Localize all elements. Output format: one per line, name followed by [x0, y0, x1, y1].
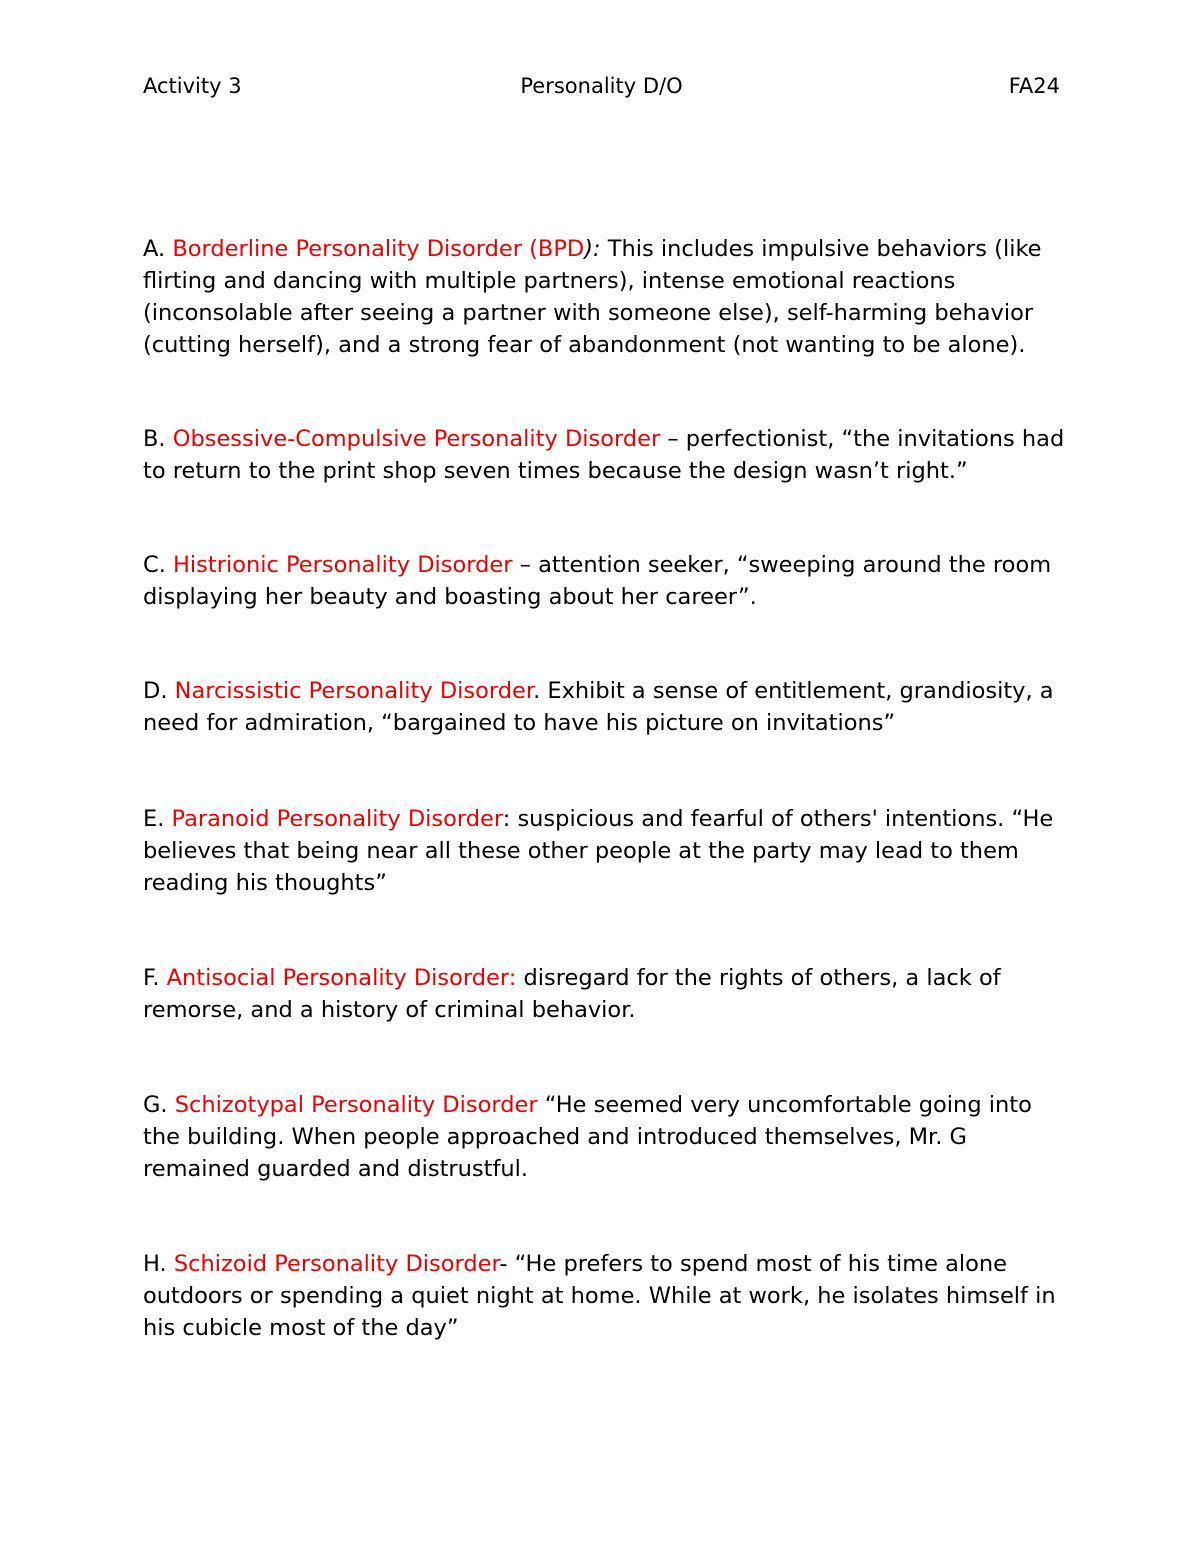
entry-h: [143, 1248, 1068, 1344]
term-suffix: ):: [584, 236, 601, 262]
entry-g: [143, 1089, 1068, 1185]
entry-letter: F.: [143, 965, 167, 991]
disorder-name: Obsessive-Compulsive Personality Disorder: [172, 426, 661, 452]
entry-letter: D.: [143, 678, 175, 704]
entry-description: disregard for the rights of others, a lack of remorse, and a history of criminal behavior.: [143, 965, 1001, 1023]
header-term: FA24: [1008, 74, 1060, 98]
disorder-name: Paranoid Personality Disorder: [171, 806, 503, 832]
entry-d: [143, 675, 1068, 739]
entry-b: [143, 423, 1068, 487]
entry-description: – perfectionist, “the invitations had to return to the print shop seven times because the design wasn’t right.”: [143, 426, 1065, 484]
entry-e: [143, 803, 1068, 899]
page-header: [143, 70, 1060, 102]
entry-description: : suspicious and fearful of others' intentions. “He believes that being near all these other people at the party may lead to them reading his thoughts”: [143, 806, 1054, 896]
header-title: Personality D/O: [520, 74, 683, 98]
entry-a: [143, 233, 1068, 361]
entry-letter: C.: [143, 552, 174, 578]
document-body: [143, 233, 1068, 1344]
disorder-name: Borderline Personality Disorder (BPD: [172, 236, 585, 262]
entry-letter: G.: [143, 1092, 175, 1118]
disorder-name: Schizotypal Personality Disorder: [174, 1092, 538, 1118]
entry-description: – attention seeker, “sweeping around the room displaying her beauty and boasting about her career”.: [143, 552, 1052, 610]
disorder-name: Antisocial Personality Disorder:: [166, 965, 517, 991]
disorder-name: Narcissistic Personality Disorder: [174, 678, 534, 704]
entry-letter: H.: [143, 1251, 174, 1277]
entry-c: [143, 549, 1068, 613]
disorder-name: Schizoid Personality Disorder: [173, 1251, 500, 1277]
entry-description: - “He prefers to spend most of his time alone outdoors or spending a quiet night at home. While at work, he isolates himself in his cubicle most of the day”: [143, 1251, 1056, 1341]
disorder-name: Histrionic Personality Disorder: [173, 552, 513, 578]
entry-description: . Exhibit a sense of entitlement, grandiosity, a need for admiration, “bargained to have his picture on invitations”: [143, 678, 1054, 736]
entry-description: “He seemed very uncomfortable going into the building. When people approached and introduced themselves, Mr. G remained guarded and distrustful.: [143, 1092, 1032, 1182]
header-activity: Activity 3: [143, 74, 242, 98]
entry-f: [143, 962, 1068, 1026]
entry-description: This includes impulsive behaviors (like flirting and dancing with multiple partners), intense emotional reactions (inconsolable after seeing a partner with someone else), self-harming behavior (cutting herself), and a strong fear of abandonment (not wanting to be alone).: [143, 236, 1042, 358]
entry-letter: B.: [143, 426, 173, 452]
entry-letter: E.: [143, 806, 172, 832]
entry-letter: A.: [143, 236, 173, 262]
